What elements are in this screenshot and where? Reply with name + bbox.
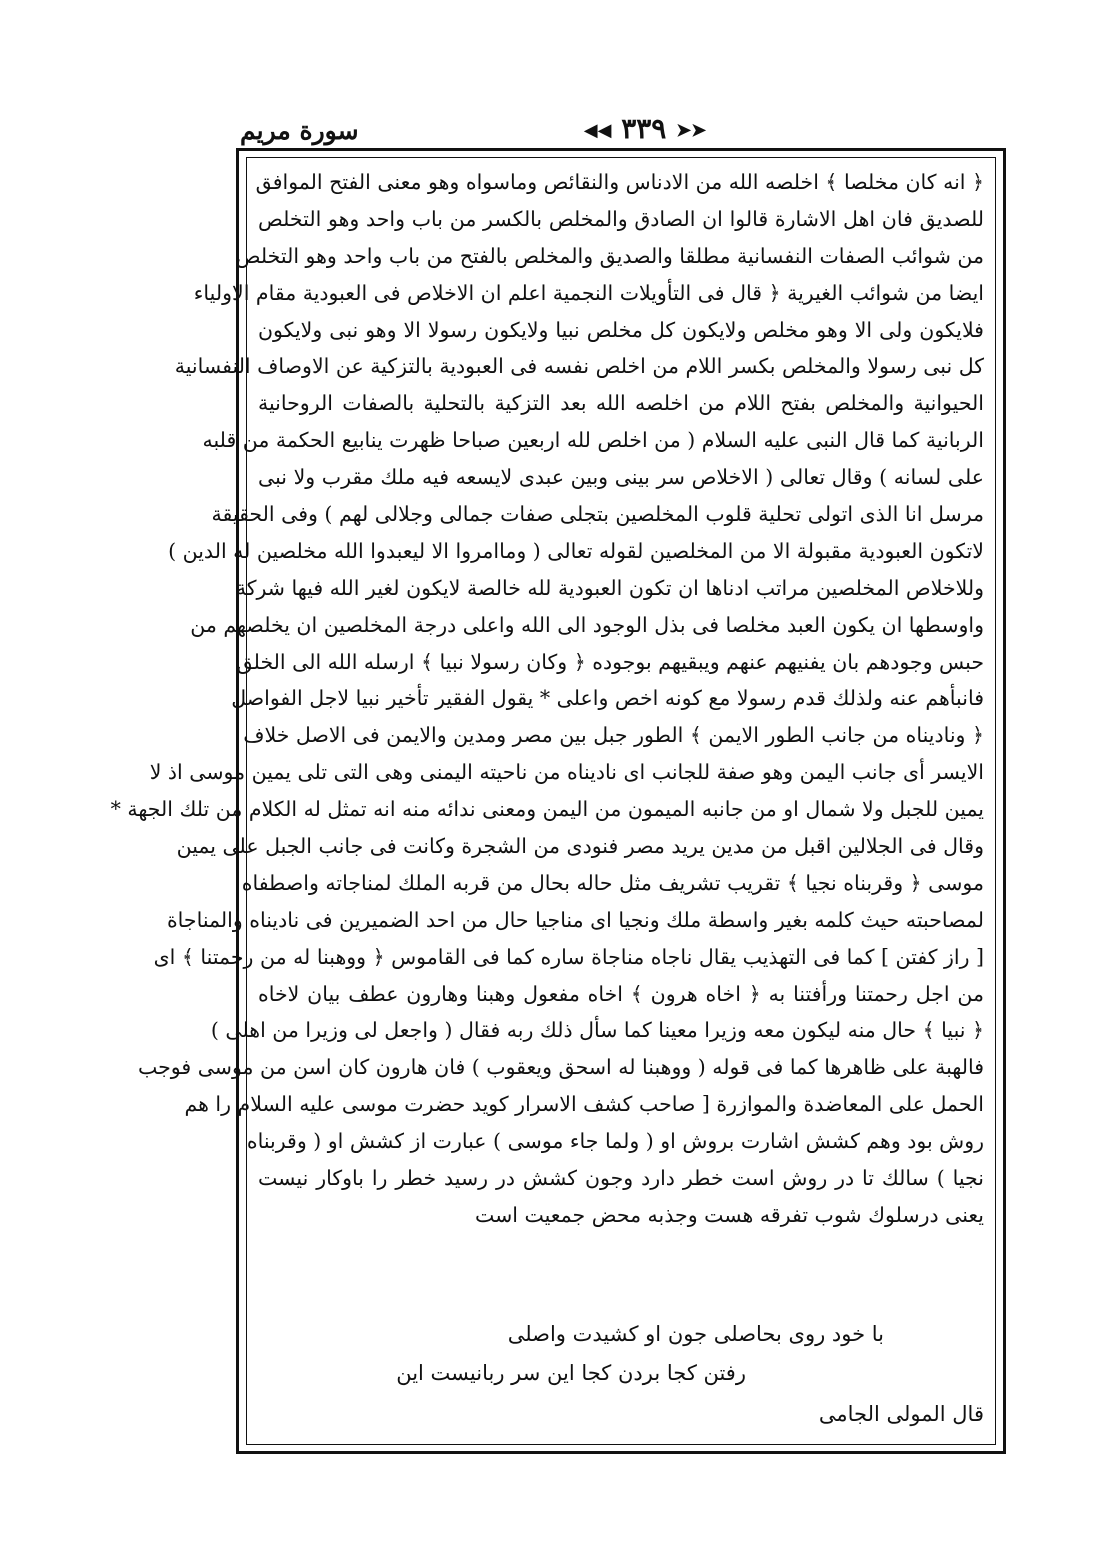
text-line: الحمل على المعاضدة والموازرة [ صاحب كشف الاسرار كويد حضرت موسى عليه السلام را هم [184, 1092, 984, 1117]
ornament-right-icon: ◀◀ [583, 120, 612, 141]
text-line: حبس وجودهم بان يفنيهم عنهم ويبقيهم بوجوده ﴿ وكان رسولا نبيا ﴾ ارسله الله الى الخلق [236, 649, 984, 674]
text-line: فلايكون ولى الا وهو مخلص ولايكون كل مخلص نبيا ولايكون رسولا الا وهو نبى ولايكون [258, 317, 984, 342]
text-line: الربانية كما قال النبى عليه السلام ( من اخلص لله اربعين صباحا ظهرت ينابيع الحكمة من قلبه [202, 428, 984, 453]
text-line: وللاخلاص المخلصين مراتب ادناها ان تكون العبودية لله خالصة لايكون لغير الله فيها شركة [235, 575, 984, 600]
text-line: فانبأهم عنه ولذلك قدم رسولا مع كونه اخص واعلى * يقول الفقير تأخير نبيا لاجل الفواصل [231, 686, 984, 711]
commentary-text [110, 164, 984, 1234]
text-line: فالهبة على ظاهرها كما فى قوله ( ووهبنا له اسحق ويعقوب ) فان هارون كان اسن من موسى فوجب [137, 1055, 984, 1080]
text-line: واوسطها ان يكون العبد مخلصا فى بذل الوجود الى الله واعلى درجة المخلصين ان يخلصهم من [190, 612, 984, 637]
text-line: من اجل رحمتنا ورأفتنا به ﴿ اخاه هرون ﴾ اخاه مفعول وهبنا وهارون عطف بيان لاخاه [258, 981, 984, 1006]
text-line: يمين للجبل ولا شمال او من جانبه الميمون من اليمن ومعنى ندائه منه انه تمثل له الكلام من تلك الجهة * [110, 797, 984, 822]
text-line: لمصاحبته حيث كلمه بغير واسطة ملك ونجيا اى مناجيا حال من احد الضميرين فى ناديناه والمناجاة [166, 907, 984, 932]
page-header [240, 112, 1020, 148]
attribution-line: قال المولى الجامى [818, 1402, 984, 1426]
surah-name: سورة مريم [240, 116, 359, 145]
text-line: ﴿ انه كان مخلصا ﴾ اخلصه الله من الادناس والنقائص وماسواه وهو معنى الفتح الموافق [255, 170, 984, 194]
text-line: للصديق فان اهل الاشارة قالوا ان الصادق والمخلص بالكسر من باب واحد وهو التخلص [258, 206, 984, 231]
text-line: من شوائب الصفات النفسانية مطلقا والصديق والمخلص بالفتح من باب واحد وهو التخلص [235, 243, 984, 268]
text-line: الحيوانية والمخلص بفتح اللام من اخلصه الله بعد التزكية بالتحلية بالصفات الروحانية [258, 391, 984, 416]
text-line: موسى ﴿ وقربناه نجيا ﴾ تقريب تشريف مثل حاله بحال من قربه الملك لمناجاته واصطفاه [241, 870, 984, 895]
text-line: ايضا من شوائب الغيرية ﴿ قال فى التأويلات النجمية اعلم ان الاخلاص فى العبودية مقام الاولياء [193, 280, 984, 305]
text-line: لاتكون العبودية مقبولة الا من المخلصين لقوله تعالى ( وماامروا الا ليعبدوا الله مخلصين له الدين ) [168, 538, 984, 563]
text-line: ﴿ وناديناه من جانب الطور الايمن ﴾ الطور جبل بين مصر ومدين والايمن فى الاصل خلاف [243, 723, 984, 748]
page-number: ٣٣٩ [621, 112, 667, 145]
poem-verse-2: رفتن كجا بردن كجا اين سر ربانيست اين [396, 1361, 746, 1385]
poem-verse-1: با خود روى بحاصلى جون او كشيدت واصلى [507, 1322, 884, 1346]
page-number-block [550, 112, 740, 145]
text-line: نجيا ) سالك تا در روش است خطر دارد وجون كشش در رسيد خطر را باوكار نيست [258, 1166, 984, 1191]
ornament-left-icon: ➤➤ [676, 120, 707, 141]
text-line: الايسر أى جانب اليمن وهو صفة للجانب اى ناديناه من ناحيته اليمنى وهى التى تلى يمين موسى اذ لا [149, 760, 984, 785]
text-line: وقال فى الجلالين اقبل من مدين يريد مصر فنودى من الشجرة وكانت فى جانب الجبل على يمين [176, 834, 984, 859]
text-line: روش بود وهم كشش اشارت بروش او ( ولما جاء موسى ) عبارت از كشش او ( وقربناه [246, 1129, 984, 1154]
text-line: كل نبى رسولا والمخلص بكسر اللام من اخلص نفسه فى العبودية بالتزكية عن الاوصاف النفسانية [174, 354, 984, 379]
text-line: على لسانه ) وقال تعالى ( الاخلاص سر بينى وبين عبدى لايسعه فيه ملك مقرب ولا نبى [258, 465, 984, 490]
text-line: يعنى درسلوك شوب تفرقه هست وجذبه محض جمعيت است [474, 1202, 984, 1227]
text-line: مرسل انا الذى اتولى تحلية قلوب المخلصين بتجلى صفات جمالى وجلالى لهم ) وفى الحقيقة [211, 502, 984, 527]
text-line: ﴿ نبيا ﴾ حال منه ليكون معه وزيرا معينا كما سأل ذلك ربه فقال ( واجعل لى وزيرا من اهلى ) [210, 1018, 984, 1043]
text-line: [ راز كفتن ] كما فى التهذيب يقال ناجاه مناجاة ساره كما فى القاموس ﴿ ووهبنا له من رحمتنا ﴾ اى [153, 944, 984, 969]
